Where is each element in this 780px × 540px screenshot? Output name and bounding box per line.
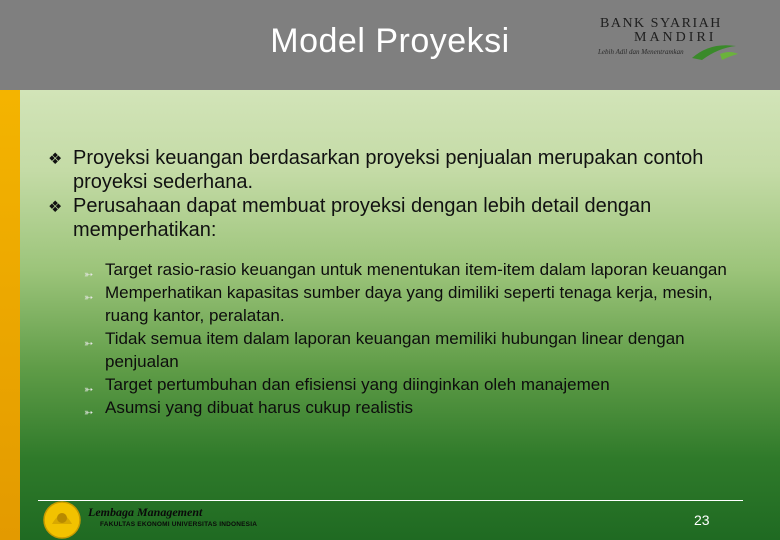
sub-bullet-item [84,258,744,281]
sub-bullet-item [84,396,744,419]
sub-bullet-text: Memperhatikan kapasitas sumber daya yang dimiliki seperti tenaga kerja, mesin, ruang kantor, peralatan. [105,283,713,325]
diamond-bullet-icon: ❖ [48,151,63,168]
logo-line2: MANDIRI [634,30,717,45]
bank-logo [594,16,754,64]
sub-bullets [84,258,744,419]
arrow-bullet-icon: ➳ [84,292,94,304]
sub-bullet-text: Target pertumbuhan dan efisiensi yang diinginkan oleh manajemen [105,375,610,394]
sub-bullet-text: Asumsi yang dibuat harus cukup realistis [105,398,414,417]
bullet-text: Proyeksi keuangan berdasarkan proyeksi penjualan merupakan contoh proyeksi sederhana. [73,147,704,193]
page-number: 23 [694,512,710,528]
sub-bullet-text: Tidak semua item dalam laporan keuangan memiliki hubungan linear dengan penjualan [105,329,685,371]
sub-bullet-item [84,281,744,327]
arrow-bullet-icon: ➳ [84,407,94,419]
arrow-bullet-icon: ➳ [84,384,94,396]
bullet-text: Perusahaan dapat membuat proyeksi dengan lebih detail dengan memperhatikan: [73,195,652,241]
slide-title: Model Proyeksi [270,22,510,60]
logo-swoosh-icon [690,38,740,62]
sub-bullet-item [84,373,744,396]
bullet-item [48,146,748,194]
bullet-item [48,194,748,242]
diamond-bullet-icon: ❖ [48,199,63,216]
slide-header [0,0,780,90]
logo-tagline: Lebih Adil dan Menentramkan [598,48,684,56]
arrow-bullet-icon: ➳ [84,338,94,350]
footer-org: Lembaga Management [88,505,203,519]
footer-divider [38,500,743,501]
main-bullets [48,146,748,242]
sub-bullet-item [84,327,744,373]
logo-line1: BANK SYARIAH [600,16,722,31]
arrow-bullet-icon: ➳ [84,269,94,281]
sub-bullet-text: Target rasio-rasio keuangan untuk menentukan item-item dalam laporan keuangan [105,260,727,279]
university-seal-icon [40,496,84,540]
footer-faculty: FAKULTAS EKONOMI UNIVERSITAS INDONESIA [100,521,258,528]
accent-strip [0,90,20,540]
